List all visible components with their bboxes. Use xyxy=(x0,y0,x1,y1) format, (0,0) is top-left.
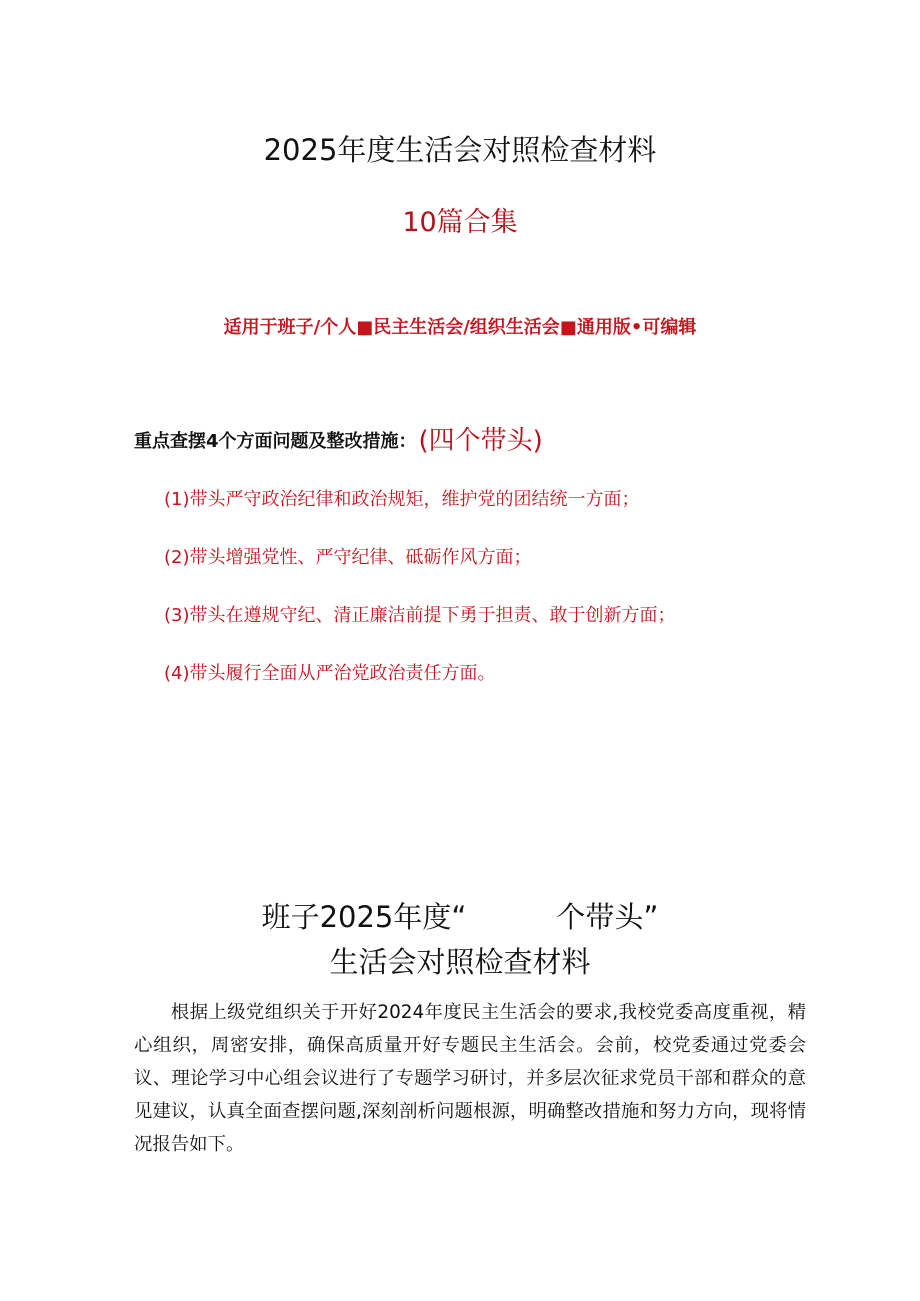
focus-label: 重点查摆4个方面问题及整改措施： xyxy=(134,431,417,452)
section-title-line-2: 生活会对照检查材料 xyxy=(329,945,591,979)
focus-item-1: (1)带头严守政治纪律和政治规矩，维护党的团结统一方面； xyxy=(164,489,640,510)
focus-tag: (四个带头) xyxy=(418,426,543,456)
applies-to-line: 适用于班子/个人■民主生活会/组织生活会■通用版•可编辑 xyxy=(223,317,697,338)
section-title-line-1 xyxy=(0,895,920,936)
document-title: 2025年度生活会对照检查材料 xyxy=(263,133,657,167)
focus-heading xyxy=(134,420,543,457)
document-subtitle: 10篇合集 xyxy=(402,207,518,238)
focus-item-4: (4)带头履行全面从严治党政治责任方面。 xyxy=(164,663,496,684)
body-paragraph: 根据上级党组织关于开好2024年度民主生活会的要求,我校党委高度重视，精心组织，周密安排，确保高质量开好专题民主生活会。会前，校党委通过党委会议、理论学习中心组会议进行了专题学习研讨，并多层次征求党员干部和群众的意见建议，认真全面查摆问题,深刻剖析问题根源，明确整改措施和努力方向，现将情况报告如下。 xyxy=(134,1002,806,1155)
focus-item-2: (2)带头增强党性、严守纪律、砥砺作风方面； xyxy=(164,547,532,568)
section-title-part-2: 个带头” xyxy=(556,900,659,934)
section-title-part-1: 班子2025年度“ xyxy=(261,900,467,934)
focus-item-3: (3)带头在遵规守纪、清正廉洁前提下勇于担责、敢于创新方面； xyxy=(164,605,676,626)
